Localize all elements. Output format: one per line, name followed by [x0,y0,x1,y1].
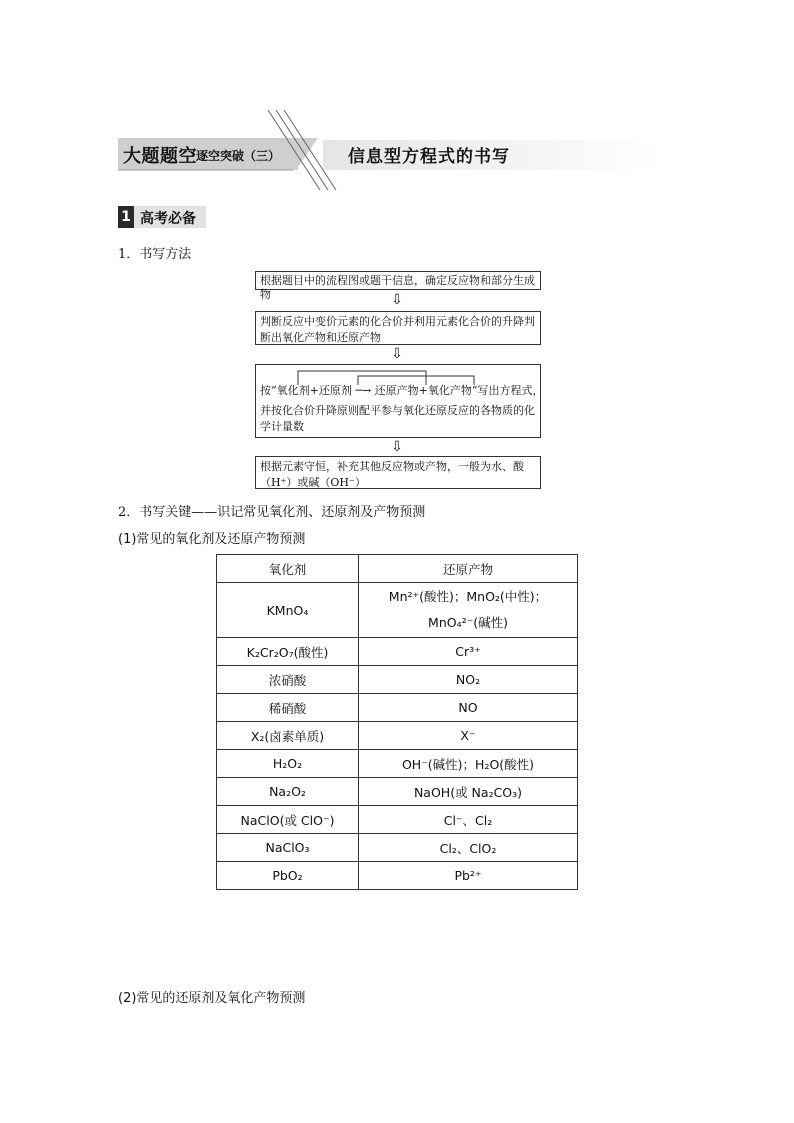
product-cell: NaOH(或 Na₂CO₃) [359,778,578,806]
paragraph-oxidants: (1)常见的氧化剂及还原产物预测 [118,532,306,547]
table-row [217,694,578,722]
oxidant-cell: K₂Cr₂O₇(酸性) [217,638,359,666]
table-row [217,834,578,862]
paragraph-key: 2．书写关键——识记常见氧化剂、还原剂及产物预测 [118,505,426,520]
table-header-oxidant: 氧化剂 [217,555,359,583]
banner-subtitle: 逐空突破（三） [196,149,281,163]
flow-arrow-icon: ⇩ [391,346,403,362]
table-row [217,583,578,638]
section-label: 高考必备 [140,211,196,227]
flow-step-1 [255,271,541,301]
flow-step-4 [255,456,541,489]
table-row [217,750,578,778]
product-line: MnO₄²⁻(碱性) [428,615,508,630]
table-row [217,666,578,694]
oxidant-cell: X₂(卤素单质) [217,722,359,750]
oxidant-cell: KMnO₄ [217,583,359,638]
table-row [217,862,578,890]
oxidant-cell: NaClO₃ [217,834,359,862]
flow-step-1-text: 根据题目中的流程图或题干信息，确定反应物和部分生成物 [260,274,535,301]
electron-transfer-brackets [256,365,540,385]
oxidant-table [216,554,578,890]
product-cell: Cl₂、ClO₂ [359,834,578,862]
table-row [217,806,578,834]
flow-step-2-text: 判断反应中变价元素的化合价并利用元素化合价的升降判断出氧化产物和还原产物 [260,315,535,344]
paragraph-method: 1．书写方法 [118,247,192,262]
product-cell: Cl⁻、Cl₂ [359,806,578,834]
product-cell: X⁻ [359,722,578,750]
oxidant-cell: H₂O₂ [217,750,359,778]
table-header-row [217,555,578,583]
oxidant-cell: Na₂O₂ [217,778,359,806]
product-cell: NO [359,694,578,722]
product-cell: Cr³⁺ [359,638,578,666]
product-cell: Pb²⁺ [359,862,578,890]
banner-topic: 信息型方程式的书写 [348,147,510,167]
oxidant-cell: PbO₂ [217,862,359,890]
flow-step-3 [255,364,544,438]
oxidant-cell: 稀硝酸 [217,694,359,722]
product-line: Mn²⁺(酸性)；MnO₂(中性)； [388,589,548,604]
section-number: 1 [118,206,134,228]
product-cell: OH⁻(碱性)；H₂O(酸性) [359,750,578,778]
flow-step-3-line-1: 按“氧化剂+还原剂 ─→ 还原产物+氧化产物”写出方程式， [260,384,544,397]
paragraph-reductants: (2)常见的还原剂及氧化产物预测 [118,991,306,1006]
banner-title: 大题题空 [123,146,197,167]
table-row [217,778,578,806]
flow-arrow-icon: ⇩ [391,292,403,308]
product-cell [359,583,578,638]
table-row [217,722,578,750]
table-header-product: 还原产物 [359,555,578,583]
table-row [217,638,578,666]
oxidant-cell: NaClO(或 ClO⁻) [217,806,359,834]
flow-arrow-icon: ⇩ [391,439,403,455]
flow-step-2 [255,311,541,345]
product-cell: NO₂ [359,666,578,694]
oxidant-cell: 浓硝酸 [217,666,359,694]
flow-step-3-line-2: 并按化合价升降原则配平参与氧化还原反应的各物质的化学计量数 [260,404,535,433]
flow-step-4-text: 根据元素守恒，补充其他反应物或产物，一般为水、酸（H⁺）或碱（OH⁻） [260,460,524,489]
